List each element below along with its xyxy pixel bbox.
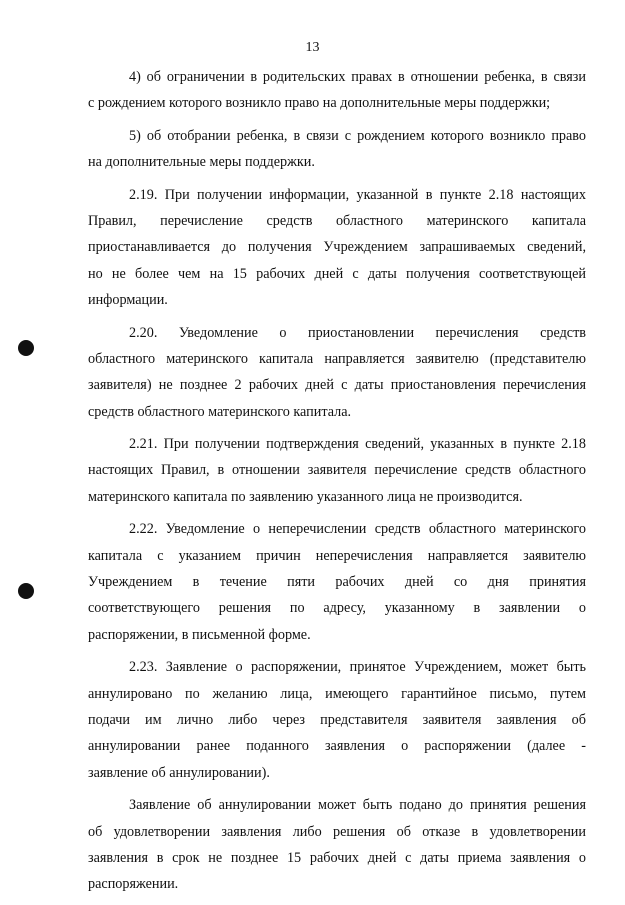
text-line: заявление об аннулировании). [88, 764, 270, 781]
text-line: но не более чем на 15 рабочих дней с даты получения соответствующей [88, 265, 586, 282]
paragraph [88, 431, 586, 510]
text-line: подачи им лично либо через представителя заявителя заявления об [88, 711, 586, 728]
text-line: об удовлетворении заявления либо решения об отказе в удовлетворении [88, 823, 586, 840]
text-line: областного материнского капитала направляется заявителю (представителю [88, 350, 586, 367]
text-line: заявления в срок не позднее 15 рабочих дней с даты приема заявления о [88, 849, 586, 866]
text-line: средств областного материнского капитала. [88, 403, 352, 420]
text-line: приостанавливается до получения Учреждением запрашиваемых сведений, [88, 239, 586, 256]
text-line: 5) об отобрании ребенка, в связи с рождением которого возникло право [129, 127, 586, 144]
paragraph [88, 516, 586, 648]
text-line: 2.22. Уведомление о неперечислении средств областного материнского [129, 521, 586, 538]
text-line: распоряжении. [88, 876, 179, 893]
text-line: аннулировано по желанию лица, имеющего гарантийное письмо, путем [88, 685, 586, 702]
text-line: информации. [88, 292, 168, 309]
text-line: аннулировании ранее поданного заявления о распоряжении (далее - [88, 738, 586, 755]
text-line: Правил, перечисление средств областного материнского капитала [88, 212, 586, 229]
paragraph [88, 320, 586, 426]
document-body [88, 64, 586, 898]
page-number: 13 [305, 40, 320, 55]
text-line: 2.19. При получении информации, указанной в пункте 2.18 настоящих [129, 186, 586, 203]
text-line: распоряжении, в письменной форме. [88, 626, 311, 643]
text-line: 2.23. Заявление о распоряжении, принятое Учреждением, может быть [129, 659, 586, 676]
text-line: на дополнительные меры поддержки. [88, 154, 315, 171]
punch-hole-mark [18, 340, 34, 356]
paragraph [88, 123, 586, 176]
paragraph [88, 182, 586, 314]
text-line: заявителя) не позднее 2 рабочих дней с даты приостановления перечисления [88, 377, 586, 394]
paragraph [88, 792, 586, 898]
paragraph [88, 64, 586, 117]
text-line: соответствующего решения по адресу, указанному в заявлении о [88, 600, 586, 617]
text-line: материнского капитала по заявлению указанного лица не производится. [88, 488, 523, 505]
text-line: Заявление об аннулировании может быть подано до принятия решения [129, 797, 586, 814]
text-line: 2.20. Уведомление о приостановлении перечисления средств [129, 324, 586, 341]
text-line: с рождением которого возникло право на дополнительные меры поддержки; [88, 95, 551, 112]
punch-hole-mark [18, 583, 34, 599]
text-line: настоящих Правил, в отношении заявителя перечисление средств областного [88, 462, 586, 479]
text-line: Учреждением в течение пяти рабочих дней со дня принятия [88, 574, 586, 591]
text-line: 4) об ограничении в родительских правах в отношении ребенка, в связи [129, 69, 586, 85]
text-line: капитала с указанием причин неперечисления направляется заявителю [88, 547, 586, 564]
text-line: 2.21. При получении подтверждения сведений, указанных в пункте 2.18 [129, 436, 586, 453]
paragraph [88, 654, 586, 786]
